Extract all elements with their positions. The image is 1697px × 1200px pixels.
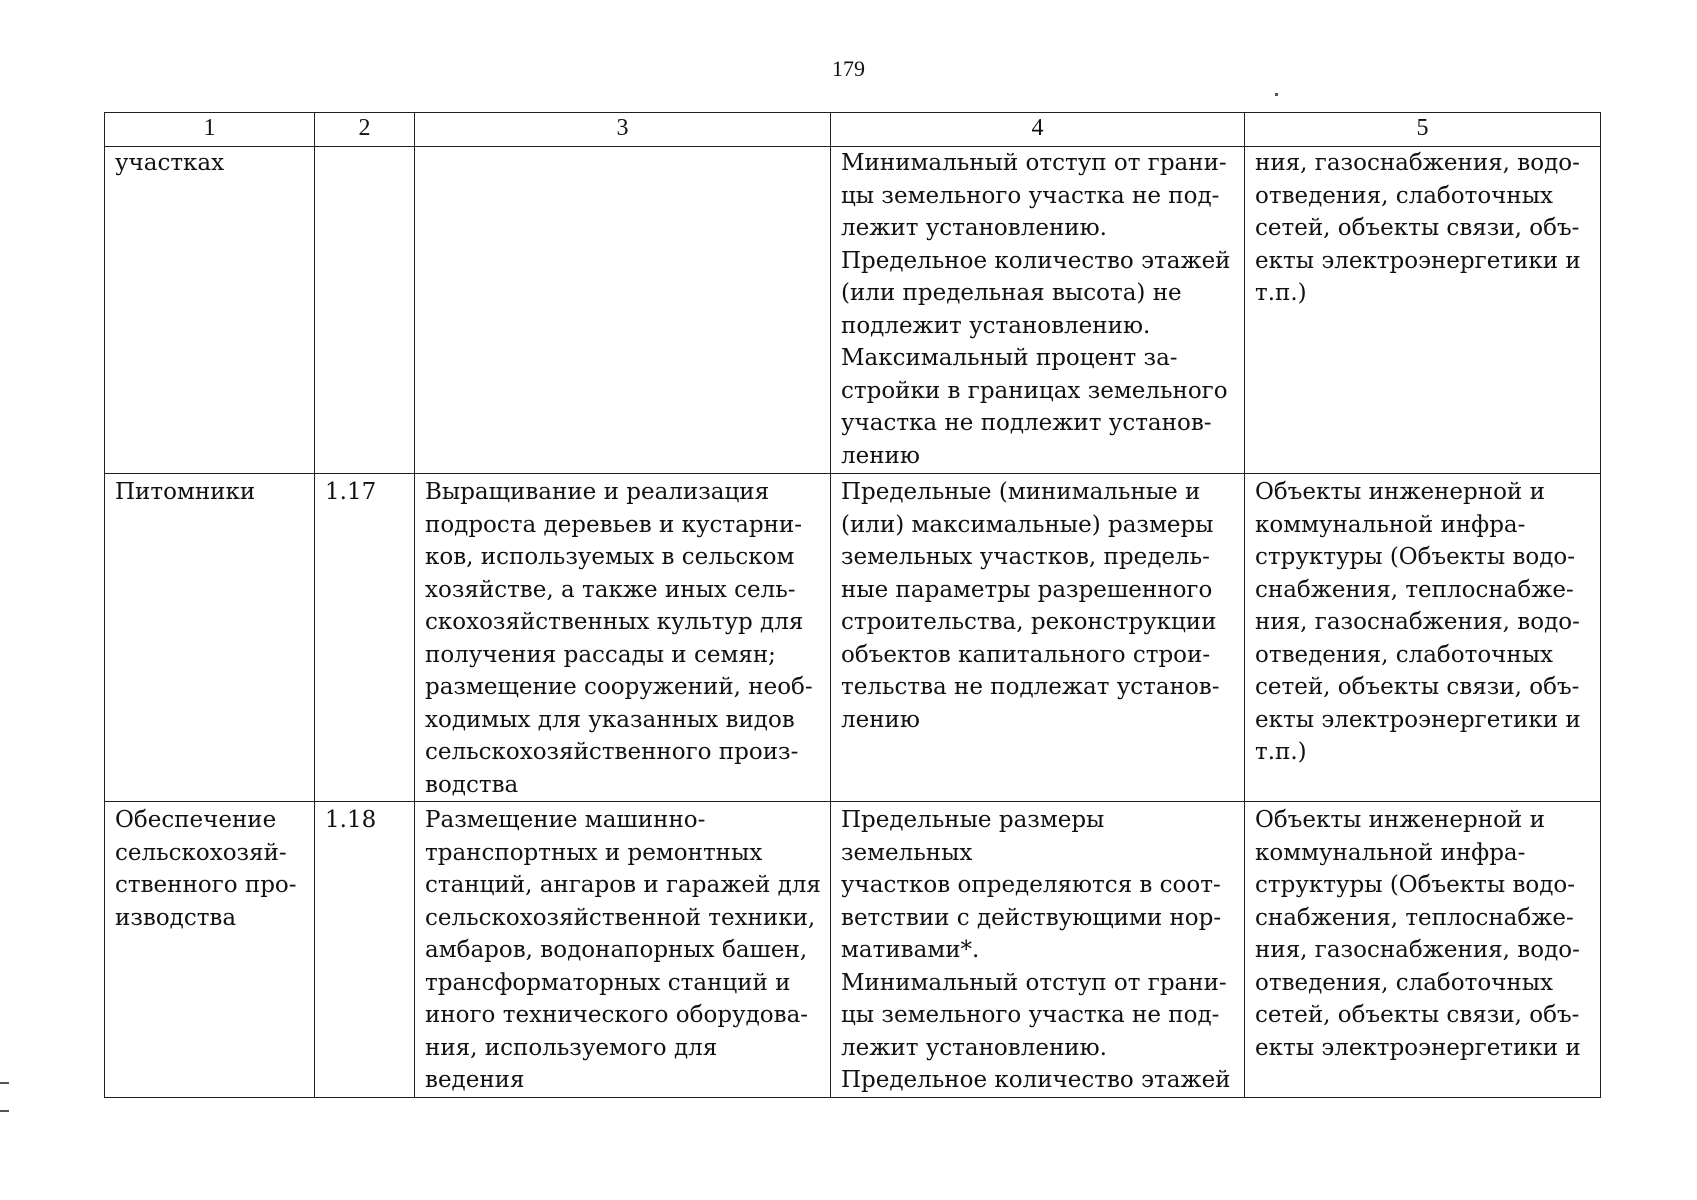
column-header-2: 2 — [315, 113, 415, 147]
cell-use-description: Размещение машинно- транспортных и ремонтных станций, ангаров и гаражей для сельскохозяйственной техники, амбаров, водонапорных башен, трансформаторных станций и иного технического оборудова- ния, используемого для ведения — [415, 802, 831, 1098]
land-use-regulations-table — [104, 112, 1601, 1098]
column-header-3: 3 — [415, 113, 831, 147]
cell-building-parameters: Предельные размеры земельных участков определяются в соот- ветствии с действующими нор- мативами*. Минимальный отступ от грани- цы земельного участка не под- лежит установлению. Предельное количество этажей — [831, 802, 1245, 1098]
table-row — [105, 802, 1601, 1098]
column-header-1: 1 — [105, 113, 315, 147]
cell-auxiliary-uses: Объекты инженерной и коммунальной инфра- структуры (Объекты водо- снабжения, теплоснабже- ния, газоснабжения, водо- отведения, слаботочных сетей, объекты связи, объ- екты электроэнергетики и — [1245, 802, 1601, 1098]
cell-use-description — [415, 147, 831, 474]
table-row — [105, 147, 1601, 474]
scan-speck — [1275, 93, 1278, 96]
cell-use-name: Питомники — [105, 474, 315, 802]
column-header-5: 5 — [1245, 113, 1601, 147]
table-header — [105, 113, 1601, 147]
cell-use-code: 1.18 — [315, 802, 415, 1098]
cell-use-name: участках — [105, 147, 315, 474]
table-row — [105, 474, 1601, 802]
cell-use-code — [315, 147, 415, 474]
cell-building-parameters: Предельные (минимальные и (или) максимальные) размеры земельных участков, предель- ные параметры разрешенного строительства, реконструкции объектов капитального строи- тельства не подлежат установ- лению — [831, 474, 1245, 802]
cell-building-parameters: Минимальный отступ от грани- цы земельного участка не под- лежит установлению. Предельное количество этажей (или предельная высота) не подлежит установлению. Максимальный процент за- стройки в границах земельного участка не подлежит установ- лению — [831, 147, 1245, 474]
cell-auxiliary-uses: Объекты инженерной и коммунальной инфра- структуры (Объекты водо- снабжения, теплоснабже- ния, газоснабжения, водо- отведения, слаботочных сетей, объекты связи, объ- екты электроэнергетики и т.п.) — [1245, 474, 1601, 802]
table-body — [105, 147, 1601, 1098]
scan-margin-mark — [0, 1082, 9, 1084]
scan-margin-mark — [0, 1110, 9, 1112]
column-numbers-row — [105, 113, 1601, 147]
cell-use-description: Выращивание и реализация подроста деревьев и кустарни- ков, используемых в сельском хозяйстве, а также иных сель- скохозяйственных культур для получения рассады и семян; размещение сооружений, необ- ходимых для указанных видов сельскохозяйственного произ- водства — [415, 474, 831, 802]
cell-use-name: Обеспечение сельскохозяй- ственного про- изводства — [105, 802, 315, 1098]
cell-use-code: 1.17 — [315, 474, 415, 802]
page-number: 179 — [832, 56, 865, 81]
cell-auxiliary-uses: ния, газоснабжения, водо- отведения, слаботочных сетей, объекты связи, объ- екты электроэнергетики и т.п.) — [1245, 147, 1601, 474]
column-header-4: 4 — [831, 113, 1245, 147]
